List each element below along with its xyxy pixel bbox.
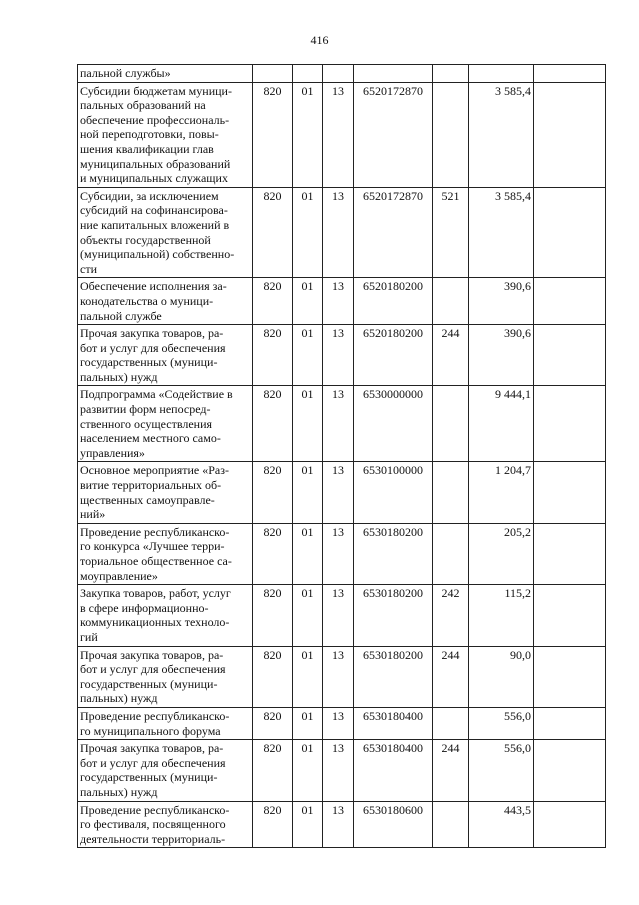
cell-amount: 390,6	[469, 325, 534, 386]
cell-subsection-code: 13	[323, 82, 354, 187]
cell-section-code: 01	[293, 585, 323, 646]
table-row	[78, 65, 606, 83]
table-row	[78, 585, 606, 646]
cell-amount: 3 585,4	[469, 82, 534, 187]
cell-extra	[534, 82, 606, 187]
cell-expense-type	[433, 278, 469, 325]
row-name-text: Закупка товаров, работ, услуг в сфере информационно- коммуникационных техноло- гий	[80, 586, 231, 644]
row-name-text: Проведение республиканско- го муниципального форума	[80, 708, 230, 738]
cell-ved-code: 820	[253, 646, 293, 707]
cell-ved-code: 820	[253, 82, 293, 187]
cell-extra	[534, 65, 606, 83]
table-row	[78, 278, 606, 325]
cell-subsection-code: 13	[323, 187, 354, 278]
cell-section-code: 01	[293, 740, 323, 801]
page-number: 416	[310, 33, 329, 47]
cell-subsection-code: 13	[323, 801, 354, 848]
cell-section-code: 01	[293, 801, 323, 848]
table-row	[78, 801, 606, 848]
cell-target-article: 6520180200	[354, 325, 433, 386]
table-row	[78, 646, 606, 707]
cell-section-code: 01	[293, 646, 323, 707]
row-name-text: Прочая закупка товаров, ра- бот и услуг для обеспечения государственных (муници- пальных) нужд	[80, 647, 226, 706]
cell-name	[78, 801, 253, 848]
cell-target-article: 6530180400	[354, 707, 433, 739]
cell-ved-code: 820	[253, 740, 293, 801]
cell-extra	[534, 646, 606, 707]
cell-ved-code: 820	[253, 462, 293, 523]
cell-amount: 1 204,7	[469, 462, 534, 523]
row-name-text: Основное мероприятие «Раз- витие территориальных об- щественных самоуправле- ний»	[80, 463, 229, 522]
cell-target-article: 6530180200	[354, 585, 433, 646]
row-name-text: Субсидии бюджетам муници- пальных образований на обеспечение профессиональ- ной переподготовки, повы- шения квалификации глав муниципальных образований и муниципальных служащих	[80, 83, 232, 186]
cell-target-article	[354, 65, 433, 83]
cell-target-article: 6520172870	[354, 187, 433, 278]
cell-subsection-code: 13	[323, 278, 354, 325]
row-name-text: Проведение республиканско- го фестиваля, посвященного деятельности территориаль-	[80, 802, 230, 846]
cell-expense-type: 521	[433, 187, 469, 278]
cell-subsection-code: 13	[323, 740, 354, 801]
cell-target-article: 6530000000	[354, 386, 433, 462]
row-name-text: Прочая закупка товаров, ра- бот и услуг для обеспечения государственных (муници- пальных) нужд	[80, 326, 226, 384]
cell-ved-code	[253, 65, 293, 83]
cell-extra	[534, 278, 606, 325]
cell-section-code: 01	[293, 707, 323, 739]
cell-target-article: 6530100000	[354, 462, 433, 523]
cell-section-code	[293, 65, 323, 83]
table-row	[78, 462, 606, 523]
cell-name	[78, 386, 253, 462]
cell-extra	[534, 523, 606, 584]
cell-amount: 3 585,4	[469, 187, 534, 278]
cell-extra	[534, 386, 606, 462]
cell-subsection-code: 13	[323, 646, 354, 707]
cell-ved-code: 820	[253, 386, 293, 462]
cell-target-article: 6520172870	[354, 82, 433, 187]
cell-target-article: 6520180200	[354, 278, 433, 325]
cell-section-code: 01	[293, 386, 323, 462]
cell-section-code: 01	[293, 462, 323, 523]
cell-name	[78, 82, 253, 187]
cell-amount: 205,2	[469, 523, 534, 584]
budget-table	[77, 64, 606, 848]
cell-target-article: 6530180200	[354, 646, 433, 707]
cell-amount: 90,0	[469, 646, 534, 707]
budget-table-body	[78, 65, 606, 848]
cell-subsection-code	[323, 65, 354, 83]
cell-expense-type: 244	[433, 325, 469, 386]
cell-expense-type	[433, 462, 469, 523]
cell-name	[78, 740, 253, 801]
cell-ved-code: 820	[253, 278, 293, 325]
cell-expense-type	[433, 386, 469, 462]
cell-name	[78, 707, 253, 739]
cell-expense-type	[433, 523, 469, 584]
cell-section-code: 01	[293, 523, 323, 584]
row-name-text: Прочая закупка товаров, ра- бот и услуг для обеспечения государственных (муници- пальных) нужд	[80, 741, 226, 799]
row-name-text: Субсидии, за исключением субсидий на софинансирова- ние капитальных вложений в объекты государственной (муниципальной) собственно- сти	[80, 188, 235, 276]
cell-expense-type	[433, 65, 469, 83]
table-row	[78, 187, 606, 278]
cell-name	[78, 462, 253, 523]
cell-extra	[534, 707, 606, 739]
cell-expense-type	[433, 82, 469, 187]
cell-subsection-code: 13	[323, 523, 354, 584]
cell-target-article: 6530180400	[354, 740, 433, 801]
cell-subsection-code: 13	[323, 707, 354, 739]
table-row	[78, 386, 606, 462]
cell-expense-type: 244	[433, 740, 469, 801]
cell-section-code: 01	[293, 187, 323, 278]
cell-name	[78, 585, 253, 646]
cell-name	[78, 187, 253, 278]
cell-subsection-code: 13	[323, 325, 354, 386]
cell-extra	[534, 585, 606, 646]
cell-name	[78, 646, 253, 707]
cell-amount: 443,5	[469, 801, 534, 848]
cell-name	[78, 65, 253, 83]
cell-target-article: 6530180600	[354, 801, 433, 848]
cell-ved-code: 820	[253, 187, 293, 278]
cell-section-code: 01	[293, 82, 323, 187]
cell-ved-code: 820	[253, 325, 293, 386]
cell-extra	[534, 325, 606, 386]
cell-subsection-code: 13	[323, 462, 354, 523]
cell-amount: 9 444,1	[469, 386, 534, 462]
cell-subsection-code: 13	[323, 386, 354, 462]
cell-amount: 556,0	[469, 707, 534, 739]
table-row	[78, 325, 606, 386]
cell-ved-code: 820	[253, 707, 293, 739]
row-name-text: Подпрограмма «Содействие в развитии форм непосред- ственного осуществления населением местного само- управления»	[80, 387, 233, 460]
cell-amount: 556,0	[469, 740, 534, 801]
cell-ved-code: 820	[253, 585, 293, 646]
row-name-text: Обеспечение исполнения за- конодательства о муници- пальной службе	[80, 279, 227, 323]
cell-section-code: 01	[293, 325, 323, 386]
row-name-text: Проведение республиканско- го конкурса «Лучшее терри- ториальное общественное са- моуправление»	[80, 524, 232, 583]
cell-target-article: 6530180200	[354, 523, 433, 584]
cell-extra	[534, 740, 606, 801]
cell-extra	[534, 187, 606, 278]
cell-section-code: 01	[293, 278, 323, 325]
cell-subsection-code: 13	[323, 585, 354, 646]
table-row	[78, 523, 606, 584]
table-row	[78, 740, 606, 801]
cell-amount: 115,2	[469, 585, 534, 646]
table-row	[78, 707, 606, 739]
cell-amount: 390,6	[469, 278, 534, 325]
cell-extra	[534, 801, 606, 848]
cell-expense-type: 242	[433, 585, 469, 646]
row-name-text: пальной службы»	[80, 66, 171, 80]
cell-ved-code: 820	[253, 523, 293, 584]
table-row	[78, 82, 606, 187]
cell-expense-type	[433, 707, 469, 739]
cell-name	[78, 325, 253, 386]
cell-expense-type: 244	[433, 646, 469, 707]
cell-ved-code: 820	[253, 801, 293, 848]
cell-name	[78, 523, 253, 584]
cell-amount	[469, 65, 534, 83]
cell-expense-type	[433, 801, 469, 848]
cell-extra	[534, 462, 606, 523]
cell-name	[78, 278, 253, 325]
